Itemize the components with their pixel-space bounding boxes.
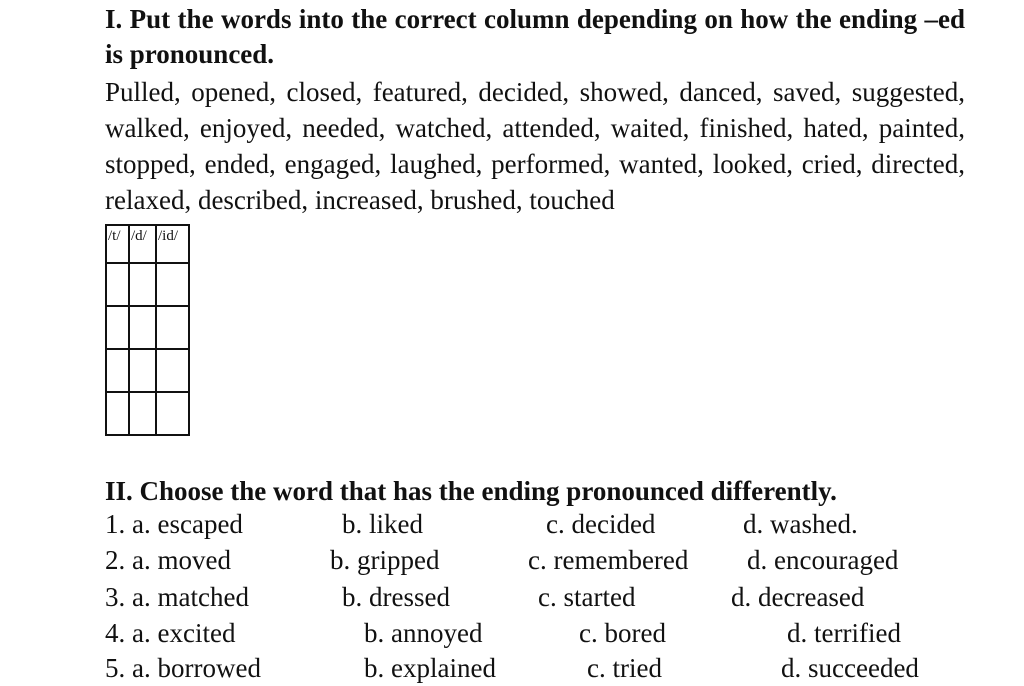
option-d: d. decreased xyxy=(731,582,865,612)
option-a: 1. a. escaped xyxy=(105,509,243,539)
option-b: b. gripped xyxy=(330,545,440,575)
table-cell[interactable] xyxy=(106,306,129,349)
word-list: Pulled, opened, closed, featured, decided, showed, danced, saved, suggested, walked, enjoyed, needed, watched, attended, waited, finished, hated, painted, stopped, ended, engaged, laughed, performed, wanted, looked, cried, directed, relaxed, described, increased, brushed, touched xyxy=(105,77,965,215)
option-b: b. dressed xyxy=(342,582,450,612)
option-a: 2. a. moved xyxy=(105,545,231,575)
table-cell[interactable] xyxy=(156,306,189,349)
table-row xyxy=(106,263,189,306)
question-1 xyxy=(105,506,1005,542)
worksheet-page xyxy=(105,0,965,436)
column-header-d: /d/ xyxy=(129,225,156,263)
table-header-row xyxy=(106,225,189,263)
table-cell[interactable] xyxy=(129,263,156,306)
table-cell[interactable] xyxy=(106,263,129,306)
table-cell[interactable] xyxy=(156,392,189,435)
table-cell[interactable] xyxy=(156,349,189,392)
option-c: c. tried xyxy=(587,653,662,683)
table-cell[interactable] xyxy=(129,306,156,349)
option-d: d. terrified xyxy=(787,618,901,648)
pronunciation-table xyxy=(105,224,190,436)
table-row xyxy=(106,306,189,349)
table-cell[interactable] xyxy=(106,392,129,435)
option-c: c. decided xyxy=(546,509,656,539)
option-a: 4. a. excited xyxy=(105,618,236,648)
question-4 xyxy=(105,615,1005,651)
option-b: b. liked xyxy=(342,509,423,539)
question-2 xyxy=(105,542,1005,578)
option-d: d. washed. xyxy=(743,509,858,539)
table-row xyxy=(106,349,189,392)
option-c: c. remembered xyxy=(528,545,689,575)
option-a: 5. a. borrowed xyxy=(105,653,261,683)
question-3 xyxy=(105,579,1005,615)
option-d: d. succeeded xyxy=(781,653,919,683)
option-c: c. started xyxy=(538,582,636,612)
column-header-id: /id/ xyxy=(156,225,189,263)
section-2-heading: II. Choose the word that has the ending pronounced differently. xyxy=(105,476,837,506)
table-cell[interactable] xyxy=(129,392,156,435)
option-b: b. explained xyxy=(364,653,496,683)
option-c: c. bored xyxy=(579,618,666,648)
table-cell[interactable] xyxy=(129,349,156,392)
column-header-t: /t/ xyxy=(106,225,129,263)
option-b: b. annoyed xyxy=(364,618,483,648)
table-cell[interactable] xyxy=(106,349,129,392)
option-d: d. encouraged xyxy=(747,545,899,575)
table-cell[interactable] xyxy=(156,263,189,306)
table-row xyxy=(106,392,189,435)
section-1-heading: I. Put the words into the correct column depending on how the ending –ed is pronounced. xyxy=(105,4,965,69)
option-a: 3. a. matched xyxy=(105,582,249,612)
